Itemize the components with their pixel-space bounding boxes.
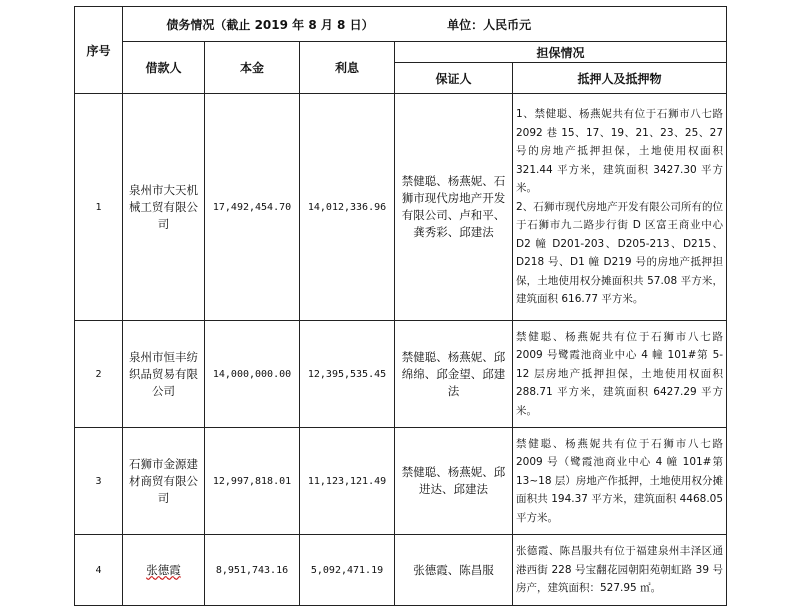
- collateral-item: 禁健聪、杨燕妮共有位于石狮市八七路 2009 号（鹭霞池商业中心 4 幢 101#第 13~18 层）房地产作抵押，土地使用权分摊面积共 194.37 平方米，建筑面积 4468.05 平方米。: [516, 437, 724, 524]
- header-collateral: 抵押人及抵押物: [513, 63, 727, 94]
- collateral-item: 张德霞、陈昌服共有位于福建泉州丰泽区通港西街 228 号宝翻花园朝阳苑朝虹路 39 号房产，建筑面积：527.95 ㎡。: [516, 545, 724, 595]
- header-guarantor: 保证人: [395, 63, 513, 94]
- header-seq: 序号: [75, 7, 123, 94]
- currency-unit: 单位：人民币元: [447, 17, 532, 32]
- header-interest: 利息: [300, 42, 395, 94]
- table-title-cell: [123, 7, 727, 42]
- row-interest: 12,395,535.45: [300, 321, 395, 428]
- row-collateral: [513, 321, 727, 428]
- debt-table: [74, 6, 727, 606]
- row-principal: 17,492,454.70: [205, 94, 300, 321]
- row-seq: 2: [75, 321, 123, 428]
- row-borrower: 张德霞: [146, 562, 181, 577]
- table-title: 债务情况（截止 2019 年 8 月 8 日）: [166, 17, 374, 32]
- row-borrower: 泉州市大天机械工贸有限公司: [123, 94, 205, 321]
- row-collateral: [513, 428, 727, 535]
- row-seq: 4: [75, 535, 123, 606]
- row-interest: 11,123,121.49: [300, 428, 395, 535]
- table-row: [75, 94, 727, 321]
- header-borrower: 借款人: [123, 42, 205, 94]
- table-row: [75, 535, 727, 606]
- table-row: [75, 428, 727, 535]
- row-collateral: [513, 535, 727, 606]
- collateral-item: 2、石狮市现代房地产开发有限公司所有的位于石狮市九二路步行街 D 区富王商业中心 D2 幢 D201-203、D205-213、D215、D218 号、D1 幢 D219 号的房地产抵押担保，土地使用权分摊面积共 57.08 平方米，建筑面积 616.77 平方米。: [516, 200, 724, 306]
- row-interest: 5,092,471.19: [300, 535, 395, 606]
- collateral-item: 1、禁健聪、杨燕妮共有位于石狮市八七路 2092 巷 15、17、19、21、23、25、27 号的房地产抵押担保，土地使用权面积 321.44 平方米，建筑面积 3427.30 平方米。: [516, 108, 724, 195]
- row-borrower: 石狮市金源建材商贸有限公司: [123, 428, 205, 535]
- row-guarantor: 禁健聪、杨燕妮、石狮市现代房地产开发有限公司、卢和平、龚秀彩、邱建法: [395, 94, 513, 321]
- header-guarantee: 担保情况: [395, 42, 727, 63]
- row-principal: 8,951,743.16: [205, 535, 300, 606]
- header-principal: 本金: [205, 42, 300, 94]
- row-guarantor: 禁健聪、杨燕妮、邱进达、邱建法: [395, 428, 513, 535]
- row-collateral: [513, 94, 727, 321]
- table-row: [75, 321, 727, 428]
- row-seq: 3: [75, 428, 123, 535]
- row-interest: 14,012,336.96: [300, 94, 395, 321]
- row-guarantor: 禁健聪、杨燕妮、邱绵绵、邱金望、邱建法: [395, 321, 513, 428]
- row-principal: 12,997,818.01: [205, 428, 300, 535]
- row-borrower-cell: [123, 535, 205, 606]
- row-guarantor: 张德霞、陈昌服: [395, 535, 513, 606]
- row-principal: 14,000,000.00: [205, 321, 300, 428]
- row-borrower: 泉州市恒丰纺织品贸易有限公司: [123, 321, 205, 428]
- row-seq: 1: [75, 94, 123, 321]
- collateral-item: 禁健聪、杨燕妮共有位于石狮市八七路 2009 号鹭霞池商业中心 4 幢 101#第 5-12 层房地产抵押担保，土地使用权面积 288.71 平方米，建筑面积 6427.29 平方米。: [516, 330, 724, 417]
